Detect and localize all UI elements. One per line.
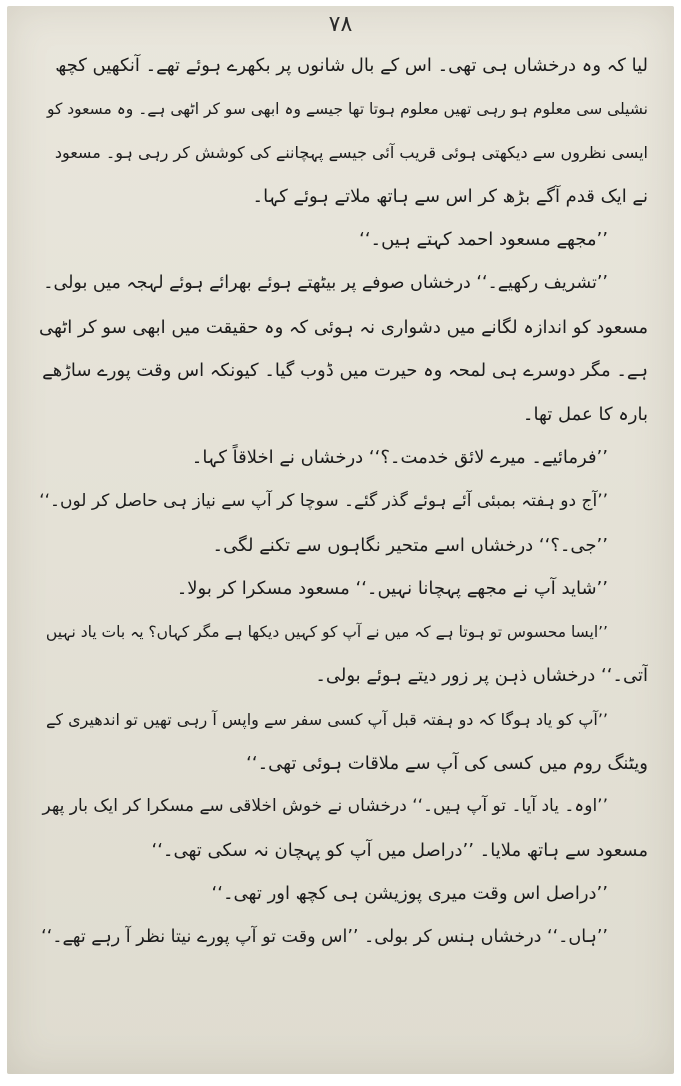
text-line: بارہ کا عمل تھا۔ (522, 403, 648, 425)
page-text (37, 44, 648, 959)
text-line: ’’ہاں۔‘‘ درخشاں ہنس کر بولی۔ ’’اس وقت تو آپ پورے نیتا نظر آ رہے تھے۔‘‘ (41, 926, 608, 947)
text-line: ’’آپ کو یاد ہوگا کہ دو ہفتہ قبل آپ کسی سفر سے واپس آ رہی تھیں تو اندھیری کے (45, 709, 608, 729)
text-line: ’’شاید آپ نے مجھے پہچانا نہیں۔‘‘ مسعود مسکرا کر بولا۔ (176, 578, 608, 600)
text-line: ’’مجھے مسعود احمد کہتے ہیں۔‘‘ (359, 229, 608, 251)
text-line: ’’دراصل اس وقت میری پوزیشن ہی کچھ اور تھی۔‘‘ (211, 883, 608, 905)
text-line: نشیلی سی معلوم ہو رہی تھیں معلوم ہوتا تھا جیسے وہ ابھی سو کر اٹھی ہے۔ وہ مسعود کو (46, 99, 648, 118)
text-line: ’’تشریف رکھیے۔‘‘ درخشاں صوفے پر بیٹھتے ہوئے بھرائے ہوئے لہجہ میں بولی۔ (43, 272, 608, 293)
text-line: ’’اوہ۔ یاد آیا۔ تو آپ ہیں۔‘‘ درخشاں نے خوش اخلاقی سے مسکرا کر ایک بار پھر (42, 796, 608, 817)
text-line: ہے۔ مگر دوسرے ہی لمحہ وہ حیرت میں ڈوب گیا۔ کیونکہ اس وقت پورے ساڑھے (42, 360, 648, 382)
text-line: مسعود کو اندازہ لگانے میں دشواری نہ ہوئی کہ وہ حقیقت میں ابھی سو کر اٹھی (38, 316, 648, 338)
text-line: ’’فرمائیے۔ میرے لائق خدمت۔؟‘‘ درخشاں نے اخلاقاً کہا۔ (191, 447, 608, 469)
book-page (7, 6, 674, 1074)
text-line: ویٹنگ روم میں کسی کی آپ سے ملاقات ہوئی تھی۔‘‘ (246, 752, 648, 774)
text-line: لیا کہ وہ درخشاں ہی تھی۔ اس کے بال شانوں پر بکھرے ہوئے تھے۔ آنکھیں کچھ (55, 55, 648, 76)
text-line: مسعود سے ہاتھ ملایا۔ ’’دراصل میں آپ کو پہچان نہ سکی تھی۔‘‘ (151, 839, 648, 861)
text-line: آتی۔‘‘ درخشاں ذہن پر زور دیتے ہوئے بولی۔ (315, 665, 648, 687)
text-line: ایسی نظروں سے دیکھتی ہوئی قریب آئی جیسے پہچاننے کی کوشش کر رہی ہو۔ مسعود (54, 143, 648, 163)
page-number: ۷۸ (328, 12, 353, 37)
text-line: ’’آج دو ہفتہ بمبئی آئے ہوئے گذر گئے۔ سوچا کر آپ سے نیاز ہی حاصل کر لوں۔‘‘ (39, 490, 608, 511)
text-line: ’’ایسا محسوس تو ہوتا ہے کہ میں نے آپ کو کہیں دیکھا ہے مگر کہاں؟ یہ بات یاد نہیں (45, 622, 608, 641)
text-line: ’’جی۔؟‘‘ درخشاں اسے متحیر نگاہوں سے تکنے لگی۔ (212, 534, 608, 556)
text-line: نے ایک قدم آگے بڑھ کر اس سے ہاتھ ملاتے ہوئے کہا۔ (252, 185, 648, 207)
